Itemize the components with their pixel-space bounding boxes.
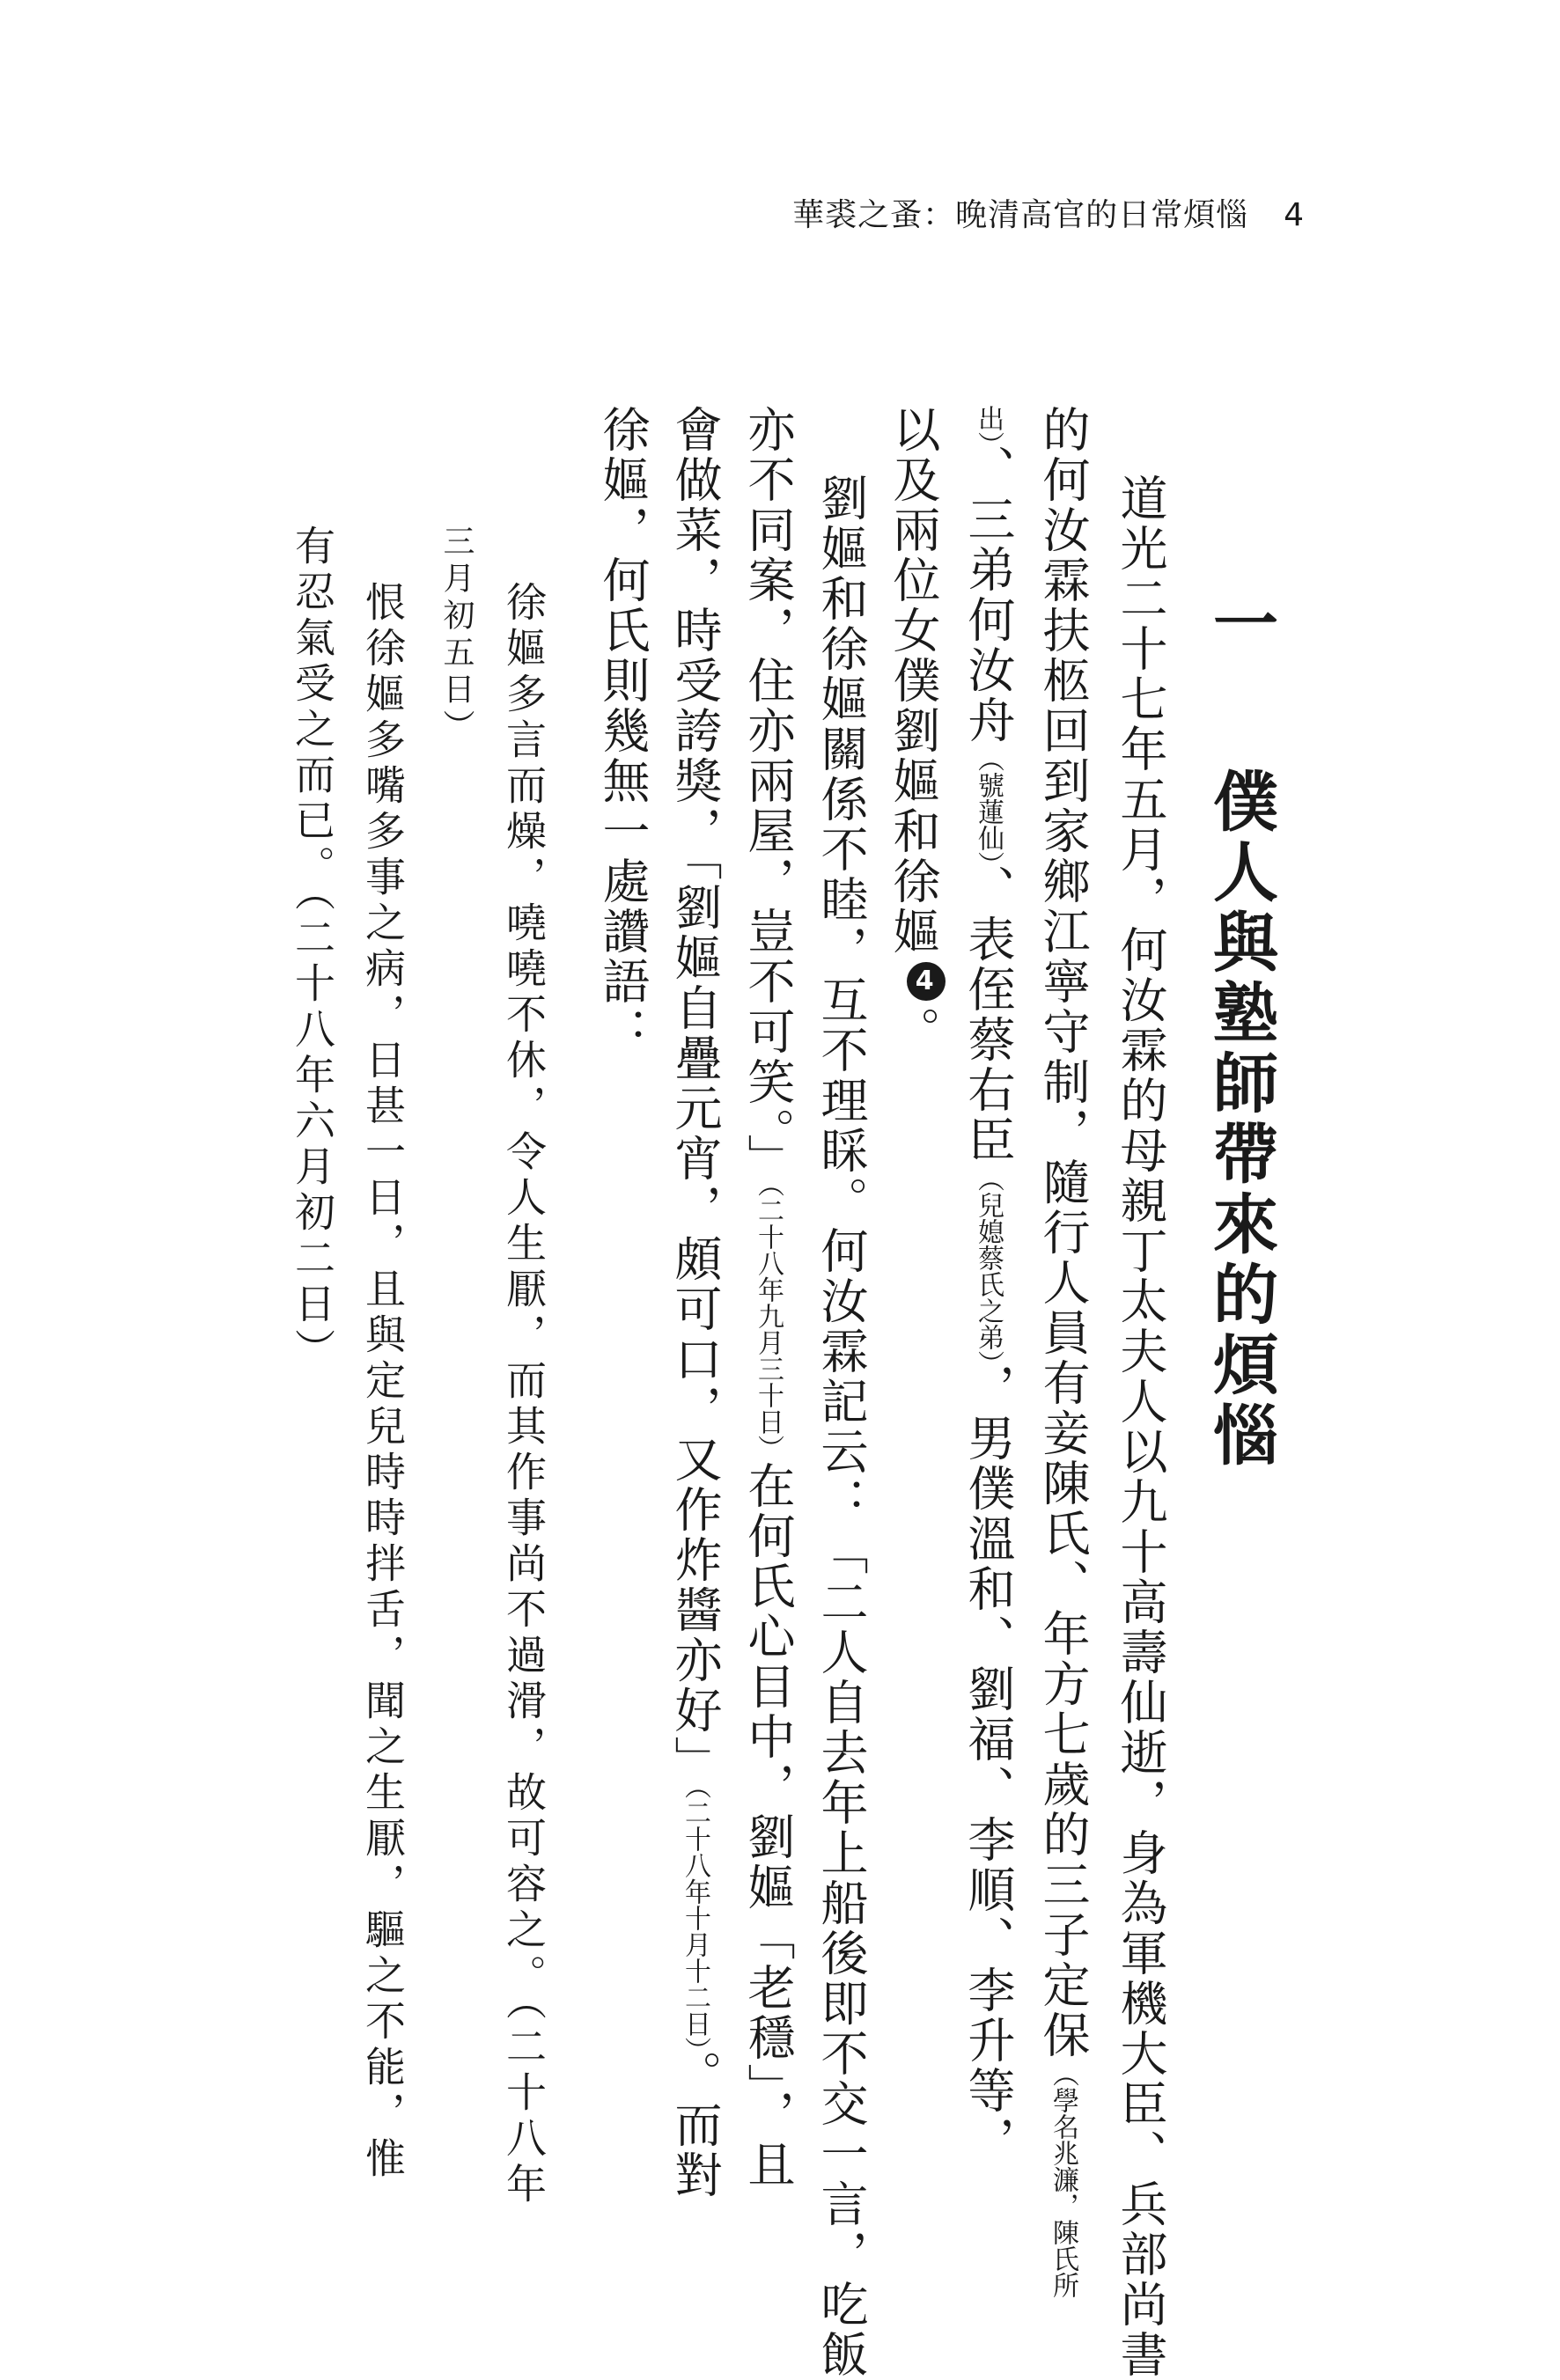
inline-note: （號蓮仙） bbox=[973, 746, 1004, 864]
paragraph-1-text-4a: 以及兩位女僕劉嫗和徐嫗 bbox=[886, 405, 941, 957]
inline-note: 出） bbox=[973, 405, 1004, 444]
running-header bbox=[792, 190, 1305, 235]
inline-note: （二十八年十月十二日） bbox=[680, 1786, 710, 2050]
quote-1-line-1 bbox=[500, 581, 548, 2208]
paragraph-2-column-4 bbox=[595, 405, 651, 1057]
section-title: 僕人與塾師帶來的煩惱 bbox=[1203, 767, 1278, 1472]
paragraph-2-text-3b: 。而對 bbox=[667, 2050, 723, 2200]
paragraph-1-column-4 bbox=[886, 405, 946, 1056]
book-title: 華裘之蚤：晚清高官的日常煩惱 bbox=[792, 197, 1249, 233]
paragraph-2-column-1 bbox=[813, 474, 869, 2380]
paragraph-1-text-3d: 、表侄蔡右臣 bbox=[960, 864, 1016, 1165]
paragraph-2-text-1: 劉嫗和徐嫗關係不睦，互不理睬。何汝霖記云：「二人自去年上船後即不交一言，吃飯 bbox=[813, 474, 869, 2380]
paragraph-2-text-2a: 亦不同案，住亦兩屋，豈不可笑。」 bbox=[740, 405, 796, 1184]
paragraph-2-column-3 bbox=[667, 405, 723, 2200]
page-number: 4 bbox=[1284, 197, 1305, 233]
quote-2-line-2 bbox=[289, 525, 336, 1374]
quote-1-text-1: 徐嫗多言而燥，嘵嘵不休，令人生厭，而其作事尚不過滑，故可容之。（二十八年 bbox=[500, 581, 548, 2208]
section-heading bbox=[1203, 590, 1278, 1472]
quote-1-line-2 bbox=[438, 525, 475, 746]
paragraph-1-column-2 bbox=[1035, 405, 1091, 2298]
paragraph-2-text-3a: 會做菜，時受誇獎，「劉嫗自疊元宵，頗可口，又作炸醬亦好」 bbox=[667, 405, 723, 1786]
quote-2-text-1: 恨徐嫗多嘴多事之病，日甚一日，且與定兒時時拌舌，聞之生厭，驅之不能，惟 bbox=[359, 581, 407, 2183]
inline-note: （兒媳蔡氏之弟） bbox=[973, 1165, 1004, 1363]
inline-note: （學名兆濂，陳氏所 bbox=[1048, 2060, 1078, 2298]
paragraph-1-text-4b: 。 bbox=[886, 1006, 941, 1056]
section-number: 一 bbox=[1203, 590, 1278, 660]
paragraph-1-text-1: 道光二十七年五月，何汝霖的母親丁太夫人以九十高壽仙逝，身為軍機大臣、兵部尚書 bbox=[1113, 474, 1168, 2380]
paragraph-1-text-2a: 的何汝霖扶柩回到家鄉江寧守制，隨行人員有妾陳氏、年方七歲的三子定保 bbox=[1035, 405, 1091, 2060]
paragraph-2-text-2b: 在何氏心目中，劉嫗「老穩」，且 bbox=[740, 1461, 796, 2190]
paragraph-1-text-3f: ，男僕溫和、劉福、李順、李升等， bbox=[960, 1363, 1016, 2166]
paragraph-1-column-3 bbox=[960, 405, 1016, 2166]
paragraph-1-column-1 bbox=[1113, 474, 1168, 2380]
inline-note: （二十八年九月三十日） bbox=[753, 1184, 784, 1461]
quote-1-text-2: 三月初五日） bbox=[438, 525, 475, 746]
quote-2-line-1 bbox=[359, 581, 407, 2183]
paragraph-2-text-4: 徐嫗，何氏則幾無一處讚語： bbox=[595, 405, 651, 1057]
paragraph-1-text-3b: 、三弟何汝舟 bbox=[960, 444, 1016, 746]
paragraph-2-column-2 bbox=[740, 405, 796, 2190]
footnote-marker[interactable]: 4 bbox=[907, 962, 946, 1001]
quote-2-text-2: 有忍氣受之而已。（二十八年六月初二日） bbox=[289, 525, 336, 1374]
